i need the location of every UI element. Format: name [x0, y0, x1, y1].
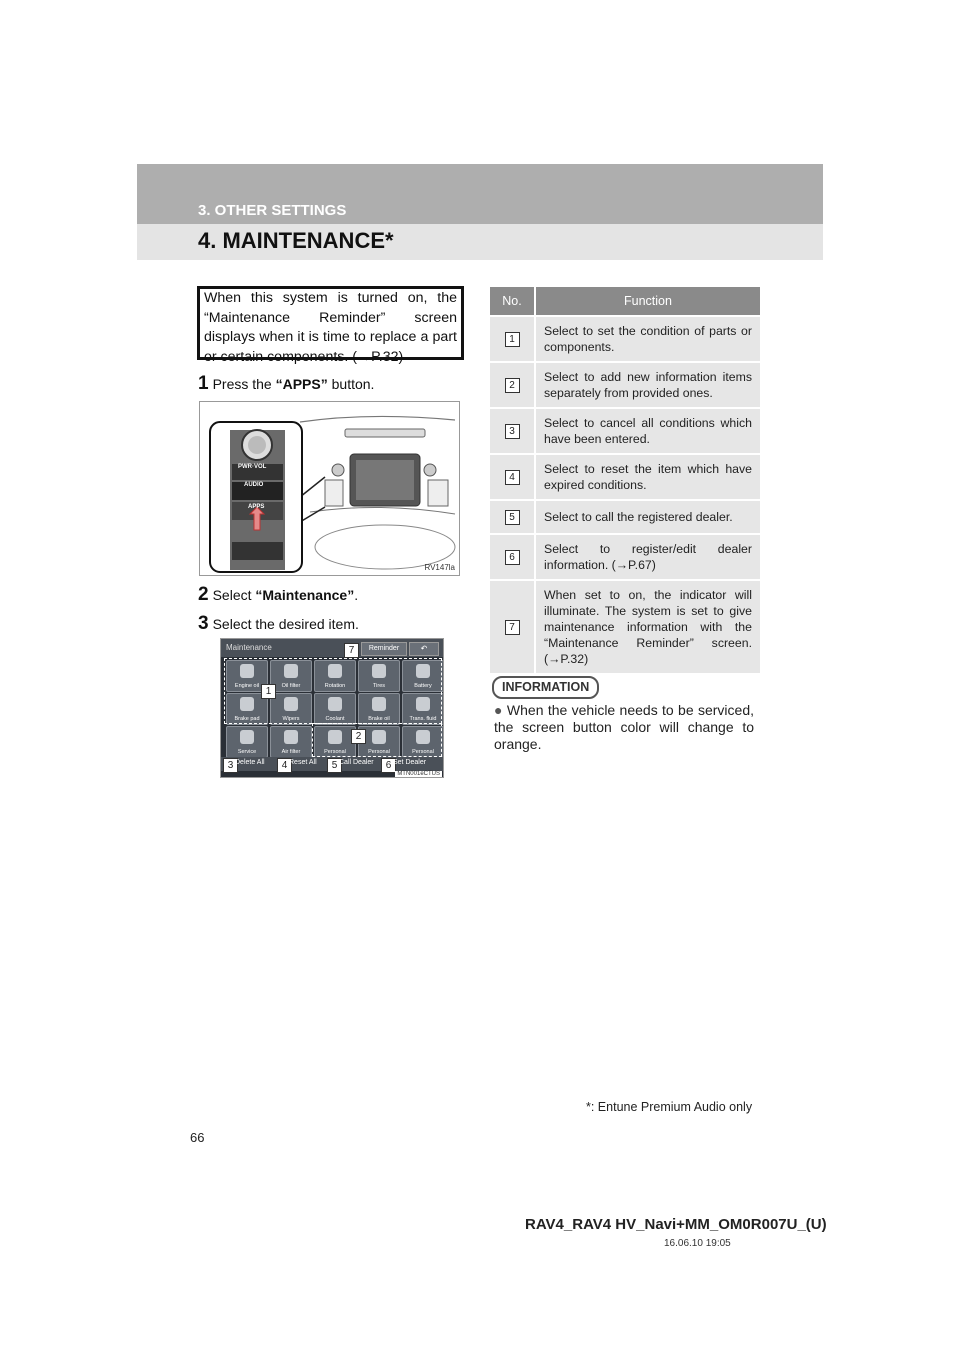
reset-all-button[interactable]: Reset All — [289, 759, 317, 766]
tile-label: Brake oil — [368, 716, 390, 722]
call-dealer-button[interactable]: Call Dealer — [339, 759, 374, 766]
document-timestamp: 16.06.10 19:05 — [664, 1238, 731, 1249]
page-title: 4. MAINTENANCE* — [198, 228, 394, 253]
step-text-end: button. — [327, 376, 375, 392]
intro-text: When this system is turned on, the “Maintenance Reminder” screen displays when it is time to replace a part or certain components. (→P.32) — [204, 290, 457, 365]
maintenance-tile[interactable] — [270, 726, 312, 758]
marker-7: 7 — [344, 643, 359, 658]
tile-label: Service — [237, 749, 257, 755]
table-row — [490, 533, 760, 579]
row-function: Select to register/edit dealer information. (→P.67) — [544, 542, 752, 572]
table-row — [490, 579, 760, 673]
intro-box — [197, 286, 464, 365]
reminder-button[interactable]: Reminder — [361, 642, 407, 656]
tile-label: Personal — [412, 749, 434, 755]
delete-all-button[interactable]: Delete All — [235, 759, 265, 766]
row-number-cell — [490, 317, 536, 361]
tile-label: Rotation — [324, 683, 346, 689]
row-number-cell — [490, 501, 536, 533]
tile-label: Tires — [372, 683, 386, 689]
tile-label: Personal — [368, 749, 390, 755]
row-function: Select to cancel all conditions which have been entered. — [544, 416, 752, 446]
row-number: 2 — [505, 378, 520, 393]
maintenance-screen-figure — [220, 638, 444, 778]
marker-2-outline — [312, 723, 442, 757]
step-bold: “APPS” — [275, 376, 328, 392]
dashboard-illustration — [200, 402, 459, 575]
row-function: Select to reset the item which have expired conditions. — [544, 462, 752, 492]
row-number-cell — [490, 363, 536, 407]
step-text: Press the — [212, 376, 276, 392]
tile-label: Oil filter — [281, 683, 301, 689]
function-table — [490, 287, 760, 673]
information-badge: INFORMATION — [492, 676, 599, 699]
step-text: Select the desired item. — [212, 616, 359, 632]
table-header — [490, 287, 760, 315]
information-text — [494, 702, 754, 753]
table-row — [490, 361, 760, 407]
row-number: 3 — [505, 424, 520, 439]
row-number: 4 — [505, 470, 520, 485]
step-number: 2 — [198, 584, 209, 605]
tile-label: Battery — [414, 683, 432, 689]
tile-label: Personal — [324, 749, 346, 755]
row-number: 6 — [505, 550, 520, 565]
pwr-vol-label: PWR·VOL — [238, 464, 267, 470]
section-label: 3. OTHER SETTINGS — [198, 202, 347, 219]
maintenance-tile[interactable] — [226, 726, 268, 758]
tile-icon — [240, 730, 254, 744]
marker-1-outline — [224, 658, 442, 724]
row-number: 1 — [505, 332, 520, 347]
row-number: 5 — [505, 510, 520, 525]
dashboard-figure — [199, 401, 460, 576]
row-number-cell — [490, 455, 536, 499]
row-function: Select to call the registered dealer. — [544, 510, 733, 524]
step-text-end: . — [354, 587, 359, 603]
row-function: Select to add new information items separately from provided ones. — [544, 370, 752, 400]
screen-title: Maintenance — [226, 643, 272, 652]
tile-label: Engine oil — [234, 683, 260, 689]
footnote: *: Entune Premium Audio only — [586, 1100, 753, 1114]
apps-label: APPS — [248, 504, 265, 510]
figure-code: RV147la — [424, 563, 455, 572]
tile-label: Brake pad — [234, 716, 260, 722]
marker-3: 3 — [223, 758, 238, 773]
header-function: Function — [624, 294, 672, 308]
table-row — [490, 453, 760, 499]
table-body — [490, 315, 760, 673]
back-icon[interactable]: ↶ — [409, 642, 439, 656]
audio-label: AUDIO — [244, 482, 264, 488]
row-number-cell — [490, 581, 536, 673]
step-number: 3 — [198, 613, 209, 634]
marker-2: 2 — [351, 729, 366, 744]
marker-6: 6 — [381, 758, 396, 773]
step-2 — [198, 584, 358, 606]
step-bold: “Maintenance” — [255, 587, 355, 603]
figure-code: MTN001eCTUS — [397, 771, 440, 777]
step-text: Select — [212, 587, 256, 603]
row-function: When set to on, the indicator will illuminate. The system is set to give maintenance information with the “Maintenance Reminder” screen. (→P.32) — [544, 588, 752, 666]
row-number-cell — [490, 409, 536, 453]
step-1 — [198, 373, 374, 395]
information-body: When the vehicle needs to be serviced, the screen button color will change to orange. — [494, 702, 754, 752]
set-dealer-button[interactable]: Set Dealer — [393, 759, 427, 766]
document-id: RAV4_RAV4 HV_Navi+MM_OM0R007U_(U) — [525, 1216, 827, 1233]
tile-icon — [284, 730, 298, 744]
tile-label: Wipers — [282, 716, 300, 722]
tile-label: Coolant — [325, 716, 345, 722]
marker-5: 5 — [327, 758, 342, 773]
step-number: 1 — [198, 373, 209, 394]
marker-1: 1 — [261, 684, 276, 699]
marker-4: 4 — [277, 758, 292, 773]
header-no: No. — [490, 287, 536, 315]
row-number-cell — [490, 535, 536, 579]
table-row — [490, 499, 760, 533]
bullet-icon: ● — [494, 702, 503, 718]
table-row — [490, 407, 760, 453]
page-number: 66 — [190, 1130, 205, 1145]
tile-label: Trans. fluid — [409, 716, 437, 722]
table-row — [490, 315, 760, 361]
tile-label: Air filter — [281, 749, 301, 755]
step-3 — [198, 613, 359, 635]
row-function: Select to set the condition of parts or components. — [544, 324, 752, 354]
row-number: 7 — [505, 620, 520, 635]
